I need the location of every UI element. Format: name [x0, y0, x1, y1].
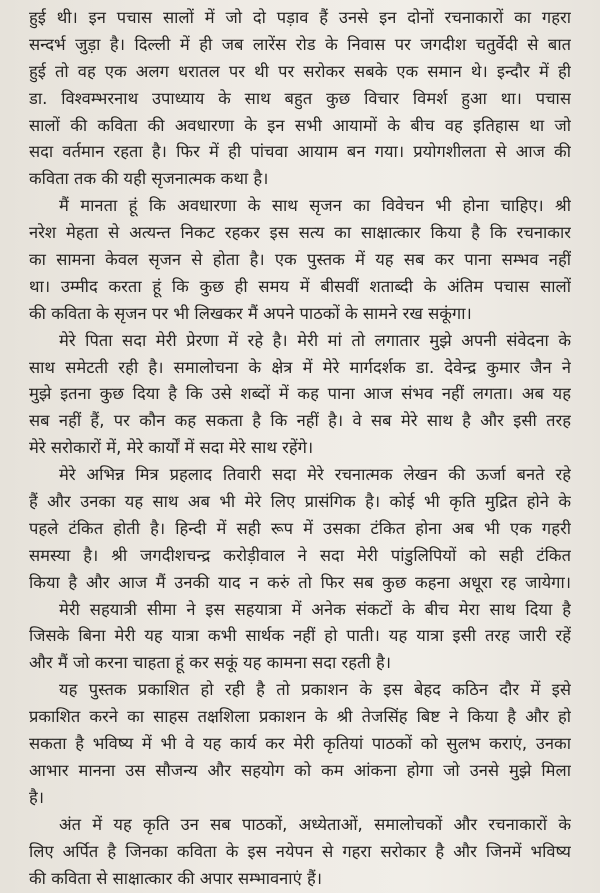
text-line: समस्या है। श्री जगदीशचन्द्र करोड़ीवाल ने सदा मेरी पांडुलिपियों को सही टंकित: [29, 545, 571, 565]
text-line: अंत में यह कृति उन सब पाठकों, अध्येताओं, समालोचकों और रचनाकारों के: [59, 814, 571, 834]
text-line: की कविता के सृजन पर भी लिखकर मैं अपने पाठकों के सामने रख सकूंगा।: [29, 303, 472, 323]
paragraph: [29, 5, 571, 193]
paragraph: [29, 328, 571, 462]
text-line: मेरे अभिन्न मित्र प्रहलाद तिवारी सदा मेरे रचनात्मक लेखन की ऊर्जा बनते रहे: [59, 465, 571, 485]
text-line: नरेश मेहता से अत्यन्त निकट रहकर इस सत्य का साक्षात्कार किया है कि रचनाकार: [29, 223, 571, 243]
text-line: सब नहीं हैं, पर कौन कह सकता है कि नहीं है। वे सब मेरे साथ है और इसी तरह: [29, 411, 571, 431]
text-line: मेरे पिता सदा मेरी प्रेरणा में रहे है। मेरी मां तो लगातार मुझे अपनी संवेदना के: [59, 330, 571, 350]
text-line: जिसके बिना मेरी यह यात्रा कभी सार्थक नहीं हो पाती। यह यात्रा इसी तरह जारी रहें: [29, 626, 571, 646]
paragraph: [29, 677, 571, 811]
text-line: मुझे इतना कुछ दिया है कि उसे शब्दों में कह पाना आज संभव नहीं लगता। अब यह: [29, 384, 571, 404]
text-line: कविता तक की यही सृजनात्मक कथा है।: [29, 169, 269, 189]
text-line: आभार मानना उस सौजन्य और सहयोग को कम आंकना होगा जो उनसे मुझे मिला: [29, 760, 571, 780]
document-page: [29, 5, 571, 892]
text-line: सकता है भविष्य में भी वे यह कार्य कर मेरी कृतियां पाठकों को सुलभ कराएं, उनका: [29, 734, 571, 754]
text-line: हुई तो वह एक अलग धरातल पर थी पर सरोकर सबके एक समान थे। इन्दौर में ही: [29, 61, 571, 81]
text-line: की कविता से साक्षात्कार की अपार सम्भावनाएं हैं।: [29, 868, 322, 888]
text-line: साथ समेटती रही है। समालोचना के क्षेत्र में मेरे मार्गदर्शक डा. देवेन्द्र कुमार जैन ने: [29, 357, 571, 377]
text-line: प्रकाशित करने का साहस तक्षशिला प्रकाशन के श्री तेजसिंह बिष्ट ने किया है और हो: [29, 707, 571, 727]
text-line: का सामना केवल सृजन से होता है। एक पुस्तक में यह सब कर पाना सम्भव नहीं: [29, 250, 571, 270]
paragraph: [29, 812, 571, 893]
text-line: था। उम्मीद करता हूं कि कुछ ही समय में बीसवीं शताब्दी के अंतिम पचास सालों: [29, 276, 571, 296]
text-line: सदा वर्तमान रहता है। फिर में ही पांचवा आयाम बन गया। प्रयोगशीलता से आज की: [29, 142, 571, 162]
text-line: किया है और आज मैं उनकी याद न करुं तो फिर सब कुछ कहना अधूरा रह जायेगा।: [29, 572, 571, 592]
text-line: मेरे सरोकारों में, मेरे कार्यों में सदा मेरे साथ रहेंगे।: [29, 438, 314, 458]
text-line: लिए अर्पित है जिनका कविता के इस नयेपन से गहरा सरोकार है और जिनमें भविष्य: [29, 841, 571, 861]
text-line: है।: [29, 787, 45, 807]
text-line: सालों की कविता की अवधारणा के इन सभी आयामों के बीच वह इतिहास था जो: [29, 115, 571, 135]
text-line: हैं और उनका यह साथ अब भी मेरे लिए प्रासंगिक है। कोई भी कृति मुद्रित होने के: [29, 492, 571, 512]
text-line: डा. विश्वम्भरनाथ उपाध्याय के साथ बहुत कुछ विचार विमर्श हुआ था। पचास: [29, 88, 571, 108]
text-line: मेरी सहयात्री सीमा ने इस सहयात्रा में अनेक संकटों के बीच मेरा साथ दिया है: [59, 599, 571, 619]
text-line: पहले टंकित होती है। हिन्दी में सही रूप में उसका टंकित होना अब भी एक गहरी: [29, 518, 571, 538]
text-line: यह पुस्तक प्रकाशित हो रही है तो प्रकाशन के इस बेहद कठिन दौर में इसे: [59, 680, 571, 700]
text-line: सन्दर्भ जुड़ा है। दिल्ली में ही जब लारेंस रोड के निवास पर जगदीश चतुर्वेदी से बात: [29, 34, 571, 54]
paragraph: [29, 462, 571, 596]
text-line: हुई थी। इन पचास सालों में जो दो पड़ाव हैं उनसे इन दोनों रचनाकारों का गहरा: [29, 8, 571, 27]
paragraph: [29, 193, 571, 327]
paragraph: [29, 597, 571, 678]
text-line: मैं मानता हूं कि अवधारणा के साथ सृजन का विवेचन भी होना चाहिए। श्री: [59, 196, 571, 216]
text-line: और मैं जो करना चाहता हूं कर सकूं यह कामना सदा रहती है।: [29, 653, 391, 673]
